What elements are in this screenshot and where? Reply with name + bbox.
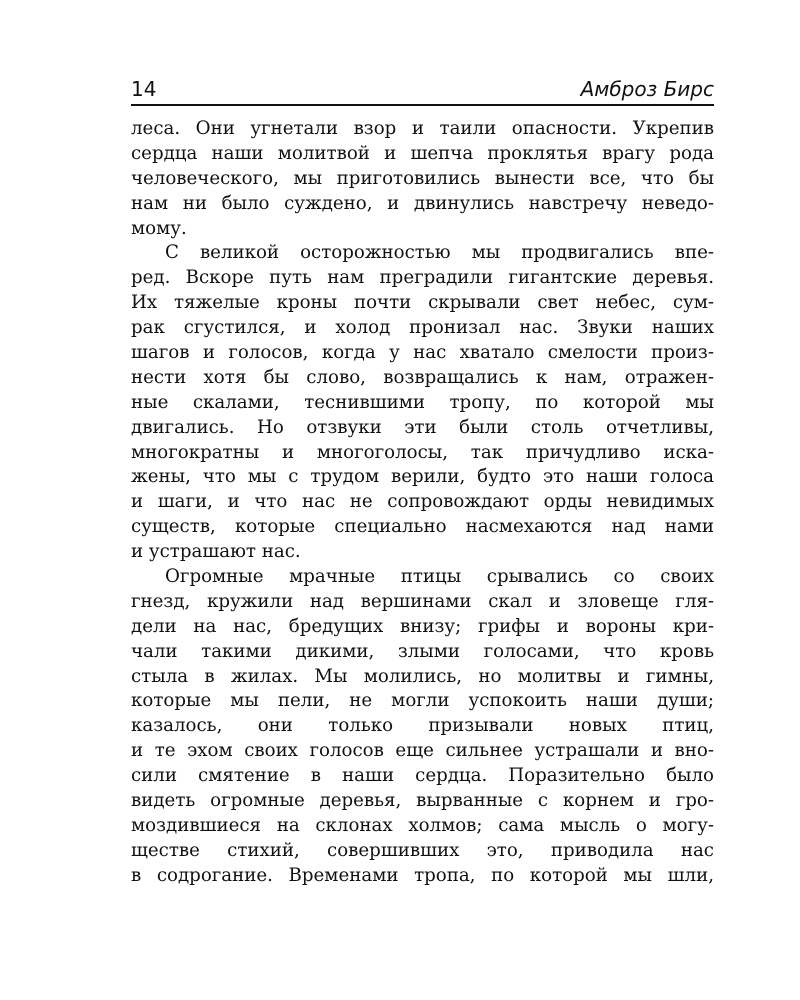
- text-line: и шаги, и что нас не сопровождают орды невидимых: [131, 491, 714, 513]
- page-number: 14: [131, 77, 157, 101]
- text-line: существ, которые специально насмехаются над нами: [131, 516, 714, 538]
- text-line: видеть огромные деревья, вырванные с корнем и гро-: [131, 790, 714, 812]
- text-line: двигались. Но отзвуки эти были столь отчетливы,: [131, 416, 714, 438]
- text-line: которые мы пели, не могли успокоить наши души;: [131, 690, 714, 712]
- text-line: нести хотя бы слово, возвращались к нам, отражен-: [131, 366, 714, 388]
- text-line: сердца наши молитвой и шепча проклятья врагу рода: [131, 142, 714, 164]
- author-name: Амброз Бирс: [580, 77, 714, 101]
- text-line: и те эхом своих голосов еще сильнее устрашали и вно-: [131, 740, 714, 762]
- text-line: рак сгустился, и холод пронизал нас. Звуки наших: [131, 317, 714, 339]
- text-line: казалось, они только призывали новых птиц,: [131, 715, 714, 737]
- text-line: ред. Вскоре путь нам преградили гигантские деревья.: [131, 267, 714, 289]
- text-line: мому.: [131, 217, 187, 239]
- text-line: жены, что мы с трудом верили, будто это наши голоса: [131, 466, 714, 488]
- text-line: в содрогание. Временами тропа, по которой мы шли,: [131, 864, 714, 886]
- text-line: нам ни было суждено, и двинулись навстречу неведо-: [131, 192, 714, 214]
- paragraph-3: [131, 565, 714, 889]
- text-line: Огромные мрачные птицы срывались со своих: [165, 566, 714, 588]
- paragraph-1: [131, 117, 714, 241]
- text-line: чали такими дикими, злыми голосами, что кровь: [131, 640, 714, 662]
- text-line: леса. Они угнетали взор и таили опасности. Укрепив: [131, 118, 714, 139]
- text-line: шагов и голосов, когда у нас хватало смелости произ-: [131, 342, 714, 364]
- paragraph-2: [131, 241, 714, 565]
- text-line: ществе стихий, совершивших это, приводила нас: [131, 839, 714, 861]
- text-line: дели на нас, бредущих внизу; грифы и вороны кри-: [131, 615, 714, 637]
- body-text: [131, 117, 714, 889]
- text-line: С великой осторожностью мы продвигались впе-: [165, 242, 714, 264]
- text-line: и устрашают нас.: [131, 541, 301, 563]
- text-line: моздившиеся на склонах холмов; сама мысль о могу-: [131, 814, 714, 836]
- text-line: сили смятение в наши сердца. Поразительно было: [131, 765, 714, 787]
- text-line: Их тяжелые кроны почти скрывали свет небес, сум-: [131, 292, 714, 314]
- text-line: многократны и многоголосы, так причудливо иска-: [131, 441, 714, 463]
- text-line: ные скалами, теснившими тропу, по которой мы: [131, 391, 714, 413]
- running-head: [131, 74, 714, 106]
- text-line: человеческого, мы приготовились вынести все, что бы: [131, 167, 714, 189]
- text-line: стыла в жилах. Мы молились, но молитвы и гимны,: [131, 665, 714, 687]
- text-line: гнезд, кружили над вершинами скал и зловеще гля-: [131, 590, 714, 612]
